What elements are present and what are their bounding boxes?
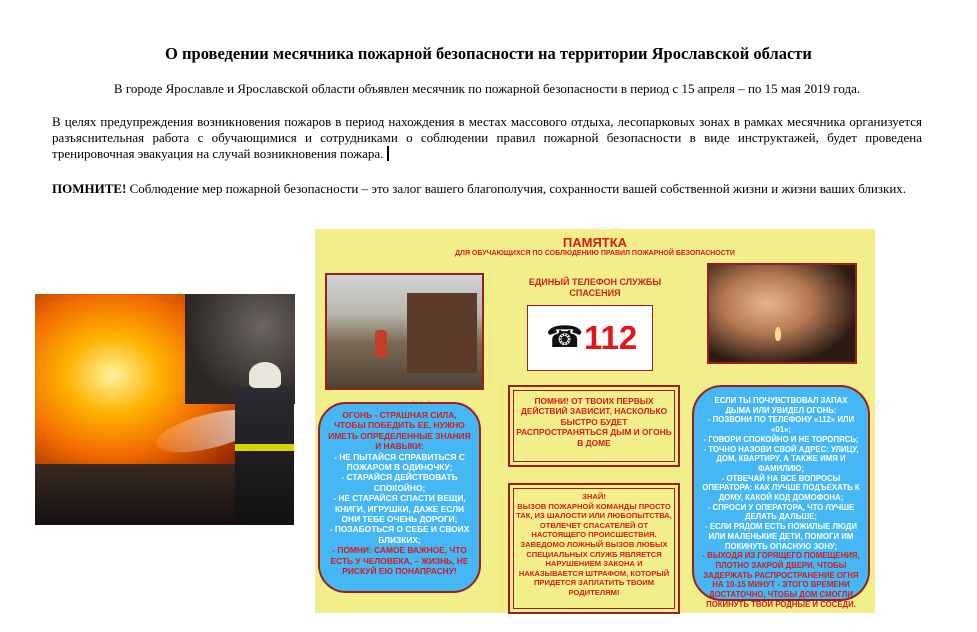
firefighter-photo [35,294,294,525]
firefighter-body-shape [235,386,294,525]
ruin-shape [407,293,477,373]
emergency-number: 112 [584,319,638,356]
text-cursor [387,146,389,161]
fire-rules-line: ОГОНЬ - СТРАШНАЯ СИЛА, ЧТОБЫ ПОБЕДИТЬ ЕЕ, НУЖНО ИМЕТЬ ОПРЕДЕЛЕННЫЕ ЗНАНИЯ И НАВЫКИ: [328,410,471,452]
paragraph-measures [52,114,922,162]
inner-frame [513,488,675,609]
false-call-warning-text: ВЫЗОВ ПОЖАРНОЙ КОМАНДЫ ПРОСТО ТАК, ИЗ ШАЛОСТИ ИЛИ ЛЮБОПЫТСТВА, ОТВЛЕЧЕТ СПАСАТЕЛЕЙ ОТ НАСТОЯЩЕГО ПРОИСШЕСТВИЯ. ЗАВЕДОМО ЛОЖНЫЙ ВЫЗОВ ЛЮБЫХ СПЕЦИАЛЬНЫХ СЛУЖБ ЯВЛЯЕТСЯ НАРУШЕНИЕМ ЗАКОНА И НАКАЗЫВАЕТСЯ ШТРАФОМ, КОТОРЫЙ ПРИДЕТСЯ ЗАПЛАТИТЬ ТВОИМ РОДИТЕЛЯМ! [516,501,672,597]
poster-subtitle: ДЛЯ ОБУЧАЮЩИХСЯ ПО СОБЛЮДЕНИЮ ПРАВИЛ ПОЖАРНОЙ БЕЗОПАСНОСТИ [455,250,735,257]
fire-rules-line: - ПОМНИ: САМОЕ ВАЖНОЕ, ЧТО ЕСТЬ У ЧЕЛОВЕКА, – ЖИЗНЬ, НЕ РИСКУЙ ЕЮ ПОНАПРАСНУ! [330,545,469,577]
safety-poster [315,229,875,613]
smoke-actions-line: - ГОВОРИ СПОКОЙНО И НЕ ТОРОПЯСЬ; [703,434,859,444]
smoke-actions-line: - СПРОСИ У ОПЕРАТОРА, ЧТО ЛУЧШЕ ДЕЛАТЬ ДАЛЬШЕ; [707,502,855,522]
false-call-warning-box [508,483,680,614]
inner-frame [513,390,675,462]
boy-with-match-photo [707,263,857,364]
smoke-actions-line: ЕСЛИ ТЫ ПОЧУВСТВОВАЛ ЗАПАХ ДЫМА ИЛИ УВИДЕЛ ОГОНЬ: [714,396,848,415]
fire-rules-line: - ПОЗАБОТЬСЯ О СЕБЕ И СВОИХ БЛИЗКИХ; [329,524,470,545]
remember-first-actions-box [508,385,680,467]
paragraph-announcement: В городе Ярославле и Ярославской области объявлен месячник по пожарной безопасности в период с 15 апреля – по 15 мая 2019 года. [113,81,861,96]
smoke-actions-line: - ПОЗВОНИ ПО ТЕЛЕФОНУ «112» ИЛИ «01»; [707,415,855,435]
fire-rules-line: - НЕ СТАРАЙСЯ СПАСТИ ВЕЩИ, КНИГИ, ИГРУШКИ, ДАЖЕ ЕСЛИ ОНИ ТЕБЕ ОЧЕНЬ ДОРОГИ; [333,493,466,525]
remember-text: Соблюдение мер пожарной безопасности – это залог вашего благополучия, сохранности вашей собственной жизни и жизни ваших близких. [126,181,907,196]
remember-label: ПОМНИТЕ! [52,181,127,196]
smoke-actions-box [692,385,870,609]
fire-rules-line: - НЕ ПЫТАЙСЯ СПРАВИТЬСЯ С ПОЖАРОМ В ОДИНОЧКУ; [334,451,465,473]
remember-first-actions-text: ПОМНИ! ОТ ТВОИХ ПЕРВЫХ ДЕЙСТВИЙ ЗАВИСИТ, НАСКОЛЬКО БЫСТРО БУДЕТ РАСПРОСТРАНЯТЬСЯ ДЫМ И ОГОНЬ В ДОМЕ [516,396,672,448]
reflective-stripe-shape [235,444,294,451]
smoke-actions-line: - ЕСЛИ РЯДОМ ЕСТЬ ПОЖИЛЫЕ ЛЮДИ ИЛИ МАЛЕНЬКИЕ ДЕТИ, ПОМОГИ ИМ ПОКИНУТЬ ОПАСНУЮ ЗОНУ; [705,522,857,551]
child-shape [375,330,387,358]
fire-rules-box [318,402,481,593]
smoke-actions-line: - ОТВЕЧАЙ НА ВСЕ ВОПРОСЫ ОПЕРАТОРА: КАК ЛУЧШЕ ПОДЪЕХАТЬ К ДОМУ, КАКОЙ КОД ДОМОФОНА; [702,473,860,503]
burned-house-photo [325,273,484,390]
article-title: О проведении месячника пожарной безопасности на территории Ярославской области [165,44,812,63]
paragraph-measures-text: В целях предупреждения возникновения пожаров в период нахождения в местах массового отдыха, лесопарковых зонах в рамках месячника организуется разъяснительная работа с обучающимися и сотрудниками о соблюдении правил пожарной безопасности в виде инструктажей, будет проведена тренировочная эвакуация на случай возникновения пожара. [52,114,922,161]
false-call-warning-title: ЗНАЙ! [582,492,606,501]
match-flame-shape [775,327,781,341]
poster-title: ПАМЯТКА [562,235,628,250]
telephone-icon: ☎ [546,320,584,355]
smoke-actions-line: - ВЫХОДЯ ИЗ ГОРЯЩЕГО ПОМЕЩЕНИЯ, ПЛОТНО ЗАКРОЙ ДВЕРИ, ЧТОБЫ ЗАДЕРЖАТЬ РАСПРОСТРАНЕНИЕ ОГНЯ НА 10-15 МИНУТ - ЭТОГО ВРЕМЕНИ ДОСТАТОЧНО, ЧТОБЫ ДОМ СМОГЛИ ПОКИНУТЬ ТВОИ РОДНЫЕ И СОСЕДИ. [702,551,860,609]
emergency-phone-box [527,305,653,371]
smoke-actions-line: - ТОЧНО НАЗОВИ СВОЙ АДРЕС: УЛИЦУ, ДОМ, КВАРТИРУ, А ТАКЖЕ ИМЯ И ФАМИЛИЮ; [703,444,859,473]
helmet-shape [249,362,281,388]
phone-label: ЕДИНЫЙ ТЕЛЕФОН СЛУЖБЫ СПАСЕНИЯ [528,277,662,298]
paragraph-remember [52,181,922,197]
fire-rules-line: - СТАРАЙСЯ ДЕЙСТВОВАТЬ СПОКОЙНО; [341,472,458,493]
